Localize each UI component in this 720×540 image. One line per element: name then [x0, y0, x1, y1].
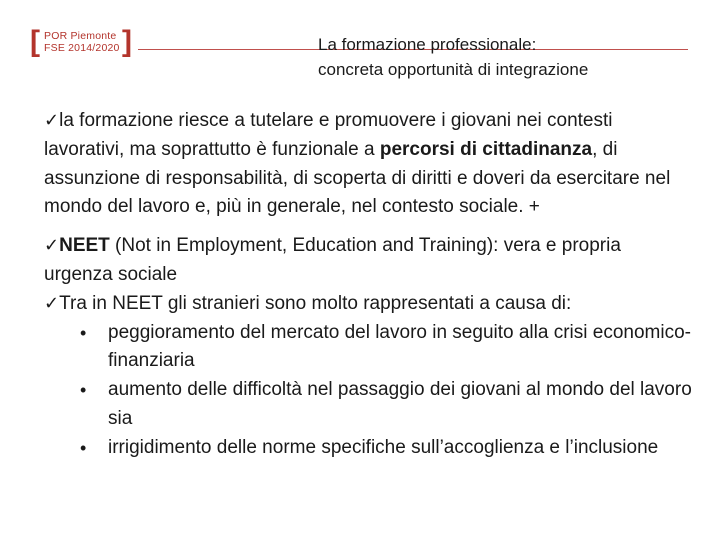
bullet-text: aumento delle difficoltà nel passaggio dei giovani al mondo del lavoro sia: [108, 379, 692, 429]
p3-text: Tra in NEET gli stranieri sono molto rappresentati a causa di:: [59, 292, 572, 314]
bullet-icon: •: [80, 322, 87, 343]
neet-bold-text: NEET: [59, 235, 110, 257]
paragraph-formazione: [44, 107, 694, 222]
list-item: [80, 319, 694, 377]
logo-text: [44, 30, 120, 54]
checkmark-icon: ✓: [44, 292, 60, 314]
bullet-text: irrigidimento delle norme specifiche sull’accoglienza e l’inclusione: [108, 436, 659, 458]
slide-body: [44, 107, 694, 463]
logo-bracket-left: [: [30, 25, 40, 58]
slide-title: [318, 32, 588, 82]
por-fse-logo: [30, 25, 134, 58]
checkmark-icon: ✓: [44, 110, 60, 131]
list-item: [80, 376, 694, 434]
bullet-icon: •: [80, 437, 87, 458]
logo-line-2: FSE 2014/2020: [44, 42, 120, 54]
checkmark-icon: ✓: [44, 235, 60, 257]
title-line-2: concreta opportunità di integrazione: [318, 60, 589, 79]
p2-text: (Not in Employment, Education and Training): vera e propria urgenza sociale: [44, 235, 621, 285]
p1-text-1: la formazione riesce a tutelare e promuovere i giovani nei contesti lavorativi, ma soprattutto è funzionale a: [44, 110, 613, 160]
paragraph-stranieri: [44, 290, 694, 319]
bullet-text: peggioramento del mercato del lavoro in seguito alla crisi economico-finanziaria: [108, 321, 691, 372]
paragraph-neet: [44, 232, 694, 290]
title-line-1: La formazione professionale:: [318, 35, 537, 54]
causes-list: [44, 319, 694, 463]
logo-line-1: POR Piemonte: [44, 30, 117, 42]
p1-bold-text: percorsi di cittadinanza: [379, 138, 593, 160]
logo-bracket-right: ]: [122, 25, 132, 58]
p1-text-2: , di assunzione di responsabilità, di scoperta di diritti e doveri da esercitare nel mondo del lavoro e, più in generale, nel contesto sociale. +: [44, 138, 671, 218]
list-item: [80, 434, 694, 463]
bullet-icon: •: [80, 380, 87, 401]
